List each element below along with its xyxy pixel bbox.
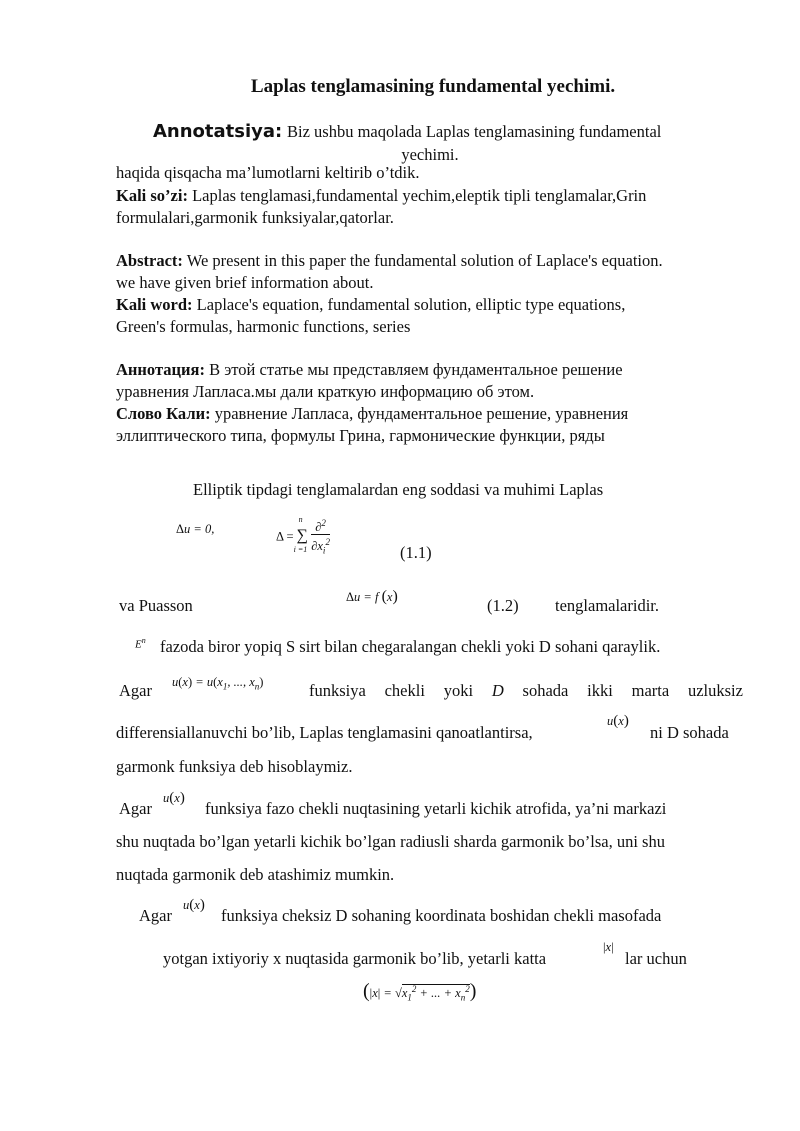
keywords-ru-line2: эллиптического типа, формулы Грина, гармонические функции, ряды — [116, 426, 605, 445]
paragraph-4-agar: Agar — [139, 906, 172, 925]
abstract-en-heading: Abstract: — [116, 251, 183, 270]
keywords-uz-heading: Kali so’zi: — [116, 186, 188, 205]
space-symbol-en: $E^n$ — [135, 636, 146, 651]
keywords-uz-text: Laplas tenglamasi,fundamental yechim,eleptik tipli tenglamalar,Grin — [192, 186, 647, 205]
p2-word: yoki — [443, 681, 474, 700]
equation-1-2-tail: tenglamalaridir. — [555, 596, 660, 615]
abs-x-symbol: |x| — [603, 940, 614, 954]
paragraph-4-line1: funksiya cheksiz D sohaning koordinata boshidan chekli masofada — [221, 906, 662, 925]
keywords-uz — [116, 186, 646, 206]
equation-1-2-label: (1.2) — [487, 596, 519, 615]
equation-1-1-label: (1.1) — [400, 543, 432, 562]
intro-paragraph: Elliptik tipdagi tenglamalardan eng soddasi va muhimi Laplas — [193, 480, 604, 499]
function-u-of-x: u(x) — [607, 713, 629, 729]
abstract-en-line2: we have given brief information about. — [116, 273, 374, 292]
equation-poisson: Δu = f (x) — [346, 588, 398, 605]
p2-word: sohada — [522, 681, 569, 700]
function-u-of-x: u(x) — [183, 897, 205, 913]
p2-word: marta — [631, 681, 670, 700]
annotation-line2: haqida qisqacha ma’lumotlarni keltirib o’tdik. — [116, 163, 420, 182]
keywords-ru — [116, 404, 628, 424]
paragraph-2-line3: garmonk funksiya deb hisoblaymiz. — [116, 757, 353, 776]
abstract-en-text: We present in this paper the fundamental solution of Laplace's equation. — [186, 251, 663, 270]
abstract-ru-text: В этой статье мы представляем фундаментальное решение — [209, 360, 623, 379]
abstract-ru-line2: уравнения Лапласа.мы дали краткую информацию об этом. — [116, 382, 535, 401]
abstract-ru-heading: Аннотация: — [116, 360, 205, 379]
abstract-ru — [116, 360, 623, 380]
norm-formula: ($|x| = √x_1^2$ + ... + $x_n^2$) — [363, 980, 477, 1003]
p2-word: ikki — [587, 681, 613, 700]
annotation-text-wrap: yechimi. — [401, 145, 459, 164]
sum-symbol: ∑ n i =1 — [293, 514, 309, 554]
paragraph-3-agar: Agar — [119, 799, 152, 818]
paragraph-2-line2a: differensiallanuvchi bo’lib, Laplas tenglamasini qanoatlantirsa, — [116, 723, 533, 742]
paragraph-3-line3: nuqtada garmonik deb atashimiz mumkin. — [116, 865, 395, 884]
paragraph-4-line2a: yotgan ixtiyoriy x nuqtasida garmonik bo’lib, yetarli katta — [163, 949, 547, 968]
puasson-label: va Puasson — [119, 596, 193, 615]
equation-laplacian-def: Δ = ∑ n i =1 $\frac{\partial^2}{\partial x_i^2}$ — [276, 514, 330, 556]
p2-word: D — [491, 681, 504, 700]
abstract-en — [116, 251, 663, 271]
page-title: Laplas tenglamasining fundamental yechimi. — [250, 76, 616, 97]
keywords-ru-text: уравнение Лапласа, фундаментальное решение, уравнения — [214, 404, 629, 423]
function-u-definition: $u(x) = u(x_1$, ..., $x_n$) — [172, 675, 264, 692]
keywords-ru-heading: Слово Кали: — [116, 404, 211, 423]
second-partial-fraction: $\frac{\partial^2}{\partial x_i^2}$ — [311, 518, 330, 556]
paragraph-3-line1: funksiya fazo chekli nuqtasining yetarli kichik atrofida, ya’ni markazi — [205, 799, 667, 818]
p2-word: uzluksiz — [687, 681, 743, 700]
paragraph-2-line1 — [309, 681, 743, 701]
annotation-heading: Annotatsiya: — [153, 121, 283, 142]
p2-word: funksiya — [309, 681, 366, 700]
keywords-uz-line2: formulalari,garmonik funksiyalar,qatorlar. — [116, 208, 394, 227]
p2-word: chekli — [384, 681, 425, 700]
function-u-of-x: u(x) — [163, 790, 185, 806]
paragraph-3-line2: shu nuqtada bo’lgan yetarli kichik bo’lgan radiusli sharda garmonik bo’lsa, uni shu — [116, 832, 665, 851]
paragraph-2-agar: Agar — [119, 681, 152, 700]
keywords-en-line2: Green's formulas, harmonic functions, series — [116, 317, 411, 336]
paragraph-2-line2b: ni D sohada — [650, 723, 729, 742]
keywords-en-text: Laplace's equation, fundamental solution, elliptic type equations, — [196, 295, 626, 314]
equation-laplace: Δu = 0, — [176, 522, 215, 536]
paragraph-4-line2b: lar uchun — [625, 949, 687, 968]
annotation-text: Biz ushbu maqolada Laplas tenglamasining fundamental — [287, 122, 662, 141]
keywords-en — [116, 295, 625, 315]
paragraph-1: fazoda biror yopiq S sirt bilan chegaralangan chekli yoki D sohani qaraylik. — [160, 637, 661, 656]
keywords-en-heading: Kali word: — [116, 295, 193, 314]
